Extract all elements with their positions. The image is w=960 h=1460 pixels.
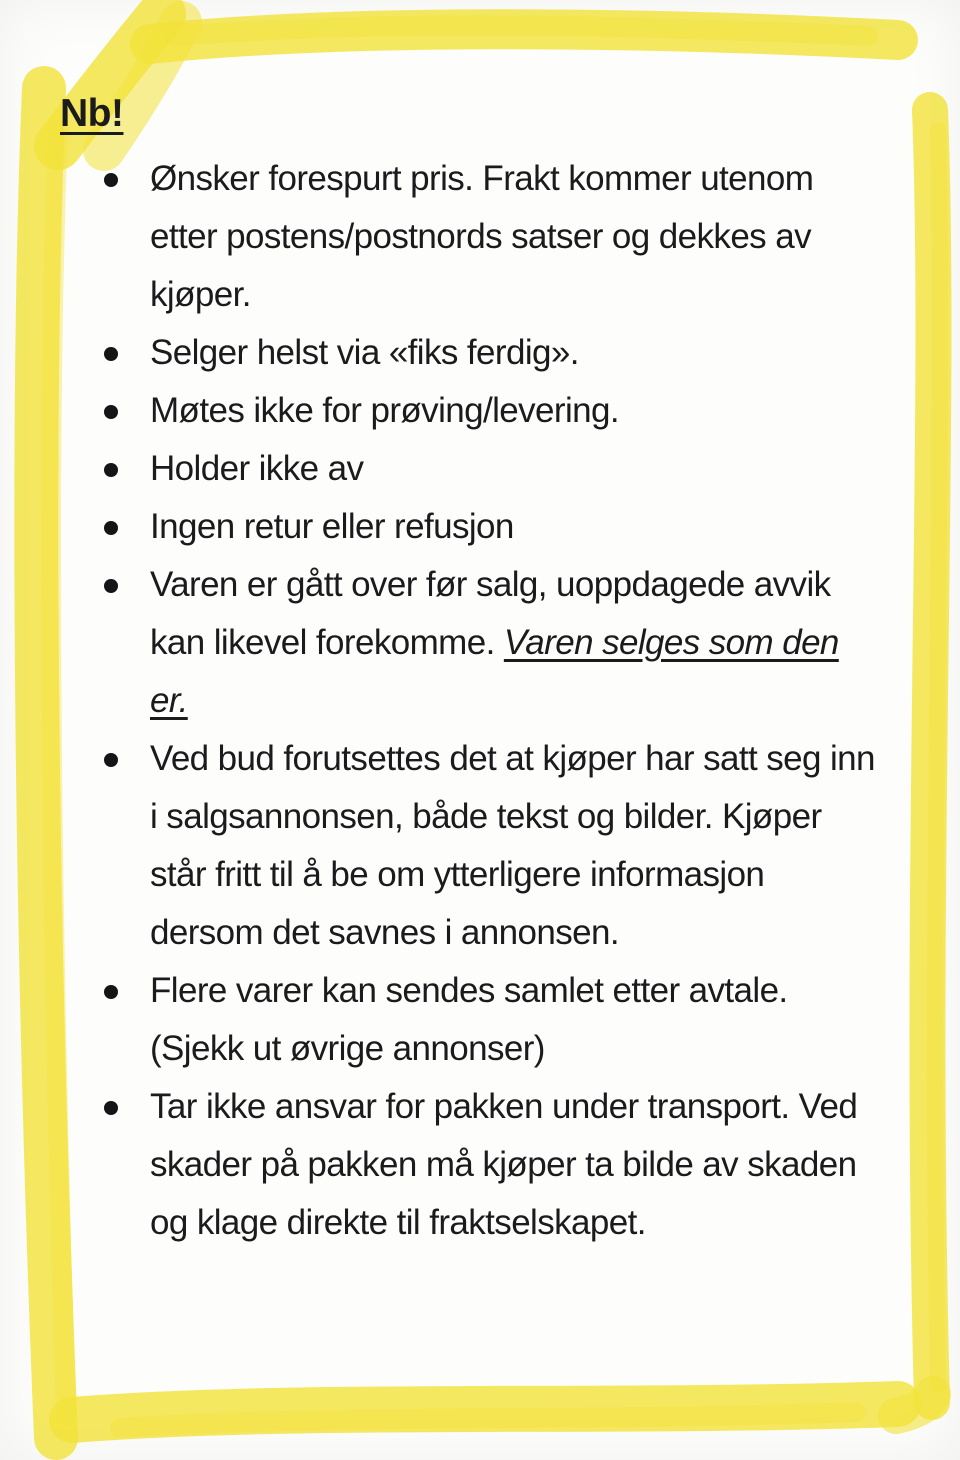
item-text-main: Holder ikke av xyxy=(150,449,364,488)
item-text-main: Selger helst via «fiks ferdig». xyxy=(150,333,579,372)
list-item xyxy=(60,382,890,440)
list-item xyxy=(60,1078,890,1252)
list-item-text xyxy=(150,150,875,324)
item-text-main: Varen er gått over før salg, uoppdagede avvik kan likevel forekomme. xyxy=(150,565,831,662)
item-text-main: Tar ikke ansvar for pakken under transport. Ved skader på pakken må kjøper ta bilde av skaden og klage direkte til fraktselskapet. xyxy=(150,1087,858,1242)
highlighter-stroke-bottom-texture xyxy=(120,1412,856,1428)
bullet-dot-icon xyxy=(104,405,118,419)
list-item xyxy=(60,556,890,730)
list-item-text xyxy=(150,730,875,962)
bullet-dot-icon xyxy=(104,347,118,361)
bullet-dot-icon xyxy=(104,521,118,535)
list-item-text xyxy=(150,440,363,498)
list-item-text xyxy=(150,498,514,556)
bullet-dot-icon xyxy=(104,1101,118,1115)
item-text-main: Flere varer kan sendes samlet etter avtale. (Sjekk ut øvrige annonser) xyxy=(150,971,788,1068)
highlighter-stroke-corner-hook xyxy=(896,1394,933,1416)
item-text-emphasis: Varen selges som den er. xyxy=(150,623,839,720)
list-item xyxy=(60,730,890,962)
list-item-text xyxy=(150,324,579,382)
list-item-text xyxy=(150,1078,875,1252)
note-title: Nb! xyxy=(60,92,124,135)
list-item xyxy=(60,150,890,324)
highlighter-stroke-bottom xyxy=(72,1404,898,1420)
item-text-main: Ved bud forutsettes det at kjøper har satt seg inn i salgsannonsen, både tekst og bilder. Kjøper står fritt til å be om ytterligere informasjon dersom det savnes i annonsen. xyxy=(150,739,875,952)
bullet-dot-icon xyxy=(104,579,118,593)
bullet-dot-icon xyxy=(104,753,118,767)
bullet-dot-icon xyxy=(104,463,118,477)
bullet-dot-icon xyxy=(104,985,118,999)
note-list xyxy=(60,150,890,1252)
list-item-text xyxy=(150,556,875,730)
list-item-text xyxy=(150,382,619,440)
list-item xyxy=(60,498,890,556)
list-item xyxy=(60,324,890,382)
item-text-main: Møtes ikke for prøving/levering. xyxy=(150,391,620,430)
item-text-main: Ingen retur eller refusjon xyxy=(150,507,514,546)
bullet-dot-icon xyxy=(104,173,118,187)
item-text-main: Ønsker forespurt pris. Frakt kommer utenom etter postens/postnords satser og dekkes av kjøper. xyxy=(150,159,814,314)
list-item xyxy=(60,962,890,1078)
list-item-text xyxy=(150,962,875,1078)
list-item xyxy=(60,440,890,498)
